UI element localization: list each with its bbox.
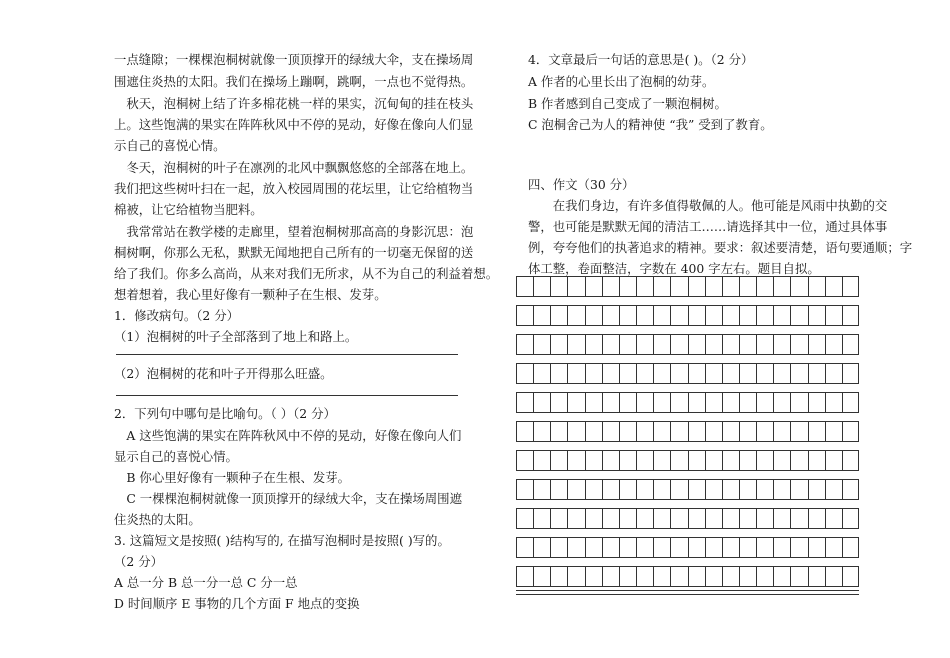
grid-cell-line bbox=[773, 392, 774, 412]
grid-cell-line bbox=[533, 392, 534, 412]
grid-row-line bbox=[516, 586, 859, 587]
grid-cell-line bbox=[722, 334, 723, 354]
grid-cell-line bbox=[670, 537, 671, 557]
q4-option-c: C 泡桐舍己为人的精神使 “我” 受到了教育。 bbox=[528, 117, 773, 132]
grid-cell-line bbox=[722, 276, 723, 296]
grid-cell-line bbox=[773, 566, 774, 586]
grid-cell-line bbox=[825, 276, 826, 296]
grid-cell-line bbox=[756, 392, 757, 412]
passage-line-4: 上。这些饱满的果实在阵阵秋风中不停的晃动，好像在像向人们显 bbox=[114, 117, 474, 132]
grid-cell-line bbox=[602, 450, 603, 470]
grid-cell-line bbox=[636, 537, 637, 557]
grid-cell-line bbox=[619, 508, 620, 528]
grid-cell-line bbox=[722, 450, 723, 470]
grid-cell-line bbox=[842, 334, 843, 354]
grid-cell-line bbox=[808, 566, 809, 586]
grid-cell-line bbox=[705, 479, 706, 499]
grid-cell-line bbox=[550, 392, 551, 412]
grid-cell-line bbox=[739, 305, 740, 325]
grid-cell-line bbox=[602, 363, 603, 383]
passage-line-1: 一点缝隙；一棵棵泡桐树就像一顶顶撑开的绿绒大伞，支在操场周 bbox=[114, 52, 474, 67]
grid-cell-line bbox=[705, 276, 706, 296]
grid-cell-line bbox=[636, 566, 637, 586]
grid-cell-line bbox=[705, 334, 706, 354]
grid-cell-line bbox=[550, 421, 551, 441]
q3-options-row-1: A 总一分 B 总一分一总 C 分一总 bbox=[114, 575, 298, 590]
grid-cell-line bbox=[756, 276, 757, 296]
passage-line-7: 我们把这些树叶扫在一起，放入校园周围的花坛里，让它给植物当 bbox=[114, 181, 474, 196]
grid-cell-line bbox=[636, 305, 637, 325]
q3-score: （2 分） bbox=[114, 554, 163, 569]
grid-cell-line bbox=[688, 479, 689, 499]
grid-cell-line bbox=[773, 305, 774, 325]
grid-cell-line bbox=[567, 479, 568, 499]
grid-cell-line bbox=[567, 363, 568, 383]
grid-cell-line bbox=[790, 305, 791, 325]
grid-cell-line bbox=[636, 334, 637, 354]
grid-cell-line bbox=[585, 276, 586, 296]
grid-cell-line bbox=[516, 334, 517, 354]
grid-cell-line bbox=[516, 421, 517, 441]
q4-title: 4．文章最后一句话的意思是( )。（2 分） bbox=[528, 52, 754, 67]
grid-row-line bbox=[516, 383, 859, 384]
grid-cell-line bbox=[619, 305, 620, 325]
grid-cell-line bbox=[808, 305, 809, 325]
grid-cell-line bbox=[790, 421, 791, 441]
grid-cell-line bbox=[705, 450, 706, 470]
essay-prompt-line-4: 体工整，卷面整洁，字数在 400 字左右。题目自拟。 bbox=[528, 261, 820, 276]
grid-cell-line bbox=[790, 363, 791, 383]
grid-cell-line bbox=[790, 508, 791, 528]
grid-cell-line bbox=[790, 537, 791, 557]
grid-cell-line bbox=[688, 363, 689, 383]
passage-line-3: 秋天，泡桐树上结了许多棉花桃一样的果实，沉甸甸的挂在枝头 bbox=[114, 96, 474, 111]
grid-cell-line bbox=[602, 479, 603, 499]
grid-cell-line bbox=[842, 276, 843, 296]
grid-cell-line bbox=[619, 334, 620, 354]
passage-line-2: 围遮住炎热的太阳。我们在操场上蹦啊，跳啊，一点也不觉得热。 bbox=[114, 74, 474, 89]
grid-cell-line bbox=[516, 537, 517, 557]
grid-cell-line bbox=[636, 392, 637, 412]
grid-cell-line bbox=[756, 305, 757, 325]
grid-cell-line bbox=[619, 363, 620, 383]
grid-cell-line bbox=[550, 537, 551, 557]
grid-cell-line bbox=[653, 305, 654, 325]
grid-cell-line bbox=[688, 450, 689, 470]
grid-cell-line bbox=[670, 305, 671, 325]
grid-cell-line bbox=[825, 334, 826, 354]
grid-cell-line bbox=[533, 305, 534, 325]
grid-cell-line bbox=[516, 450, 517, 470]
grid-cell-line bbox=[585, 392, 586, 412]
passage-line-6: 冬天，泡桐树的叶子在凛冽的北风中飘飘悠悠的全部落在地上。 bbox=[114, 160, 474, 175]
grid-row-line bbox=[516, 296, 859, 297]
grid-cell-line bbox=[858, 421, 859, 441]
q2-option-a-line-1: A 这些饱满的果实在阵阵秋风中不停的晃动，好像在像向人们 bbox=[114, 428, 462, 443]
grid-cell-line bbox=[653, 479, 654, 499]
grid-cell-line bbox=[842, 450, 843, 470]
composition-grid[interactable] bbox=[516, 276, 859, 599]
grid-cell-line bbox=[585, 421, 586, 441]
grid-cell-line bbox=[825, 508, 826, 528]
grid-cell-line bbox=[602, 276, 603, 296]
grid-cell-line bbox=[842, 421, 843, 441]
grid-cell-line bbox=[602, 305, 603, 325]
grid-cell-line bbox=[533, 334, 534, 354]
grid-cell-line bbox=[842, 392, 843, 412]
grid-cell-line bbox=[756, 421, 757, 441]
grid-cell-line bbox=[858, 537, 859, 557]
grid-cell-line bbox=[585, 363, 586, 383]
grid-cell-line bbox=[858, 305, 859, 325]
grid-cell-line bbox=[567, 276, 568, 296]
grid-cell-line bbox=[705, 566, 706, 586]
grid-cell-line bbox=[705, 305, 706, 325]
grid-cell-line bbox=[808, 479, 809, 499]
grid-cell-line bbox=[533, 537, 534, 557]
grid-cell-line bbox=[773, 479, 774, 499]
grid-cell-line bbox=[739, 508, 740, 528]
grid-cell-line bbox=[567, 305, 568, 325]
grid-row-line bbox=[516, 354, 859, 355]
grid-cell-line bbox=[567, 334, 568, 354]
grid-cell-line bbox=[808, 450, 809, 470]
grid-cell-line bbox=[670, 566, 671, 586]
grid-cell-line bbox=[756, 450, 757, 470]
grid-bottom-line bbox=[516, 594, 859, 595]
grid-cell-line bbox=[567, 421, 568, 441]
grid-cell-line bbox=[550, 305, 551, 325]
grid-cell-line bbox=[739, 363, 740, 383]
grid-cell-line bbox=[790, 450, 791, 470]
grid-cell-line bbox=[722, 363, 723, 383]
grid-cell-line bbox=[670, 276, 671, 296]
grid-cell-line bbox=[585, 508, 586, 528]
grid-cell-line bbox=[619, 392, 620, 412]
grid-cell-line bbox=[585, 305, 586, 325]
grid-cell-line bbox=[688, 421, 689, 441]
grid-cell-line bbox=[756, 566, 757, 586]
grid-cell-line bbox=[825, 392, 826, 412]
passage-line-10: 桐树啊，你那么无私，默默无闻地把自己所有的一切毫无保留的送 bbox=[114, 245, 474, 260]
grid-cell-line bbox=[653, 334, 654, 354]
grid-cell-line bbox=[739, 392, 740, 412]
grid-cell-line bbox=[533, 479, 534, 499]
grid-cell-line bbox=[825, 479, 826, 499]
grid-cell-line bbox=[533, 566, 534, 586]
grid-cell-line bbox=[688, 566, 689, 586]
essay-title: 四、作文（30 分） bbox=[528, 177, 635, 192]
grid-cell-line bbox=[516, 508, 517, 528]
passage-line-5: 示自己的喜悦心情。 bbox=[114, 138, 226, 153]
grid-cell-line bbox=[636, 479, 637, 499]
grid-cell-line bbox=[670, 450, 671, 470]
grid-cell-line bbox=[602, 566, 603, 586]
grid-cell-line bbox=[636, 363, 637, 383]
passage-line-9: 我常常站在教学楼的走廊里，望着泡桐树那高高的身影沉思：泡 bbox=[114, 224, 474, 239]
grid-cell-line bbox=[550, 566, 551, 586]
grid-cell-line bbox=[585, 450, 586, 470]
grid-row-line bbox=[516, 557, 859, 558]
q2-option-c-line-1: C 一棵棵泡桐树就像一顶顶撑开的绿绒大伞，支在操场周围遮 bbox=[114, 491, 462, 506]
grid-cell-line bbox=[825, 421, 826, 441]
grid-cell-line bbox=[653, 537, 654, 557]
grid-row-line bbox=[516, 441, 859, 442]
grid-cell-line bbox=[756, 479, 757, 499]
grid-cell-line bbox=[842, 305, 843, 325]
grid-cell-line bbox=[516, 566, 517, 586]
grid-cell-line bbox=[688, 537, 689, 557]
grid-cell-line bbox=[773, 276, 774, 296]
grid-cell-line bbox=[756, 334, 757, 354]
passage-line-12: 想着想着，我心里好像有一颗种子在生根、发芽。 bbox=[114, 287, 387, 302]
grid-cell-line bbox=[790, 276, 791, 296]
q4-option-a: A 作者的心里长出了泡桐的幼芽。 bbox=[528, 74, 715, 89]
grid-cell-line bbox=[516, 392, 517, 412]
grid-cell-line bbox=[773, 508, 774, 528]
grid-cell-line bbox=[808, 276, 809, 296]
grid-cell-line bbox=[825, 566, 826, 586]
grid-cell-line bbox=[619, 276, 620, 296]
grid-cell-line bbox=[825, 305, 826, 325]
grid-cell-line bbox=[567, 537, 568, 557]
grid-cell-line bbox=[602, 392, 603, 412]
grid-cell-line bbox=[756, 508, 757, 528]
grid-cell-line bbox=[550, 479, 551, 499]
grid-cell-line bbox=[567, 392, 568, 412]
grid-cell-line bbox=[790, 334, 791, 354]
grid-cell-line bbox=[653, 421, 654, 441]
grid-cell-line bbox=[842, 537, 843, 557]
grid-cell-line bbox=[602, 508, 603, 528]
grid-cell-line bbox=[602, 334, 603, 354]
grid-cell-line bbox=[739, 566, 740, 586]
grid-cell-line bbox=[670, 392, 671, 412]
grid-row-line bbox=[516, 499, 859, 500]
grid-cell-line bbox=[705, 508, 706, 528]
passage-line-11: 给了我们。你多么高尚，从来对我们无所求，从不为自己的利益着想。 bbox=[114, 266, 499, 281]
grid-cell-line bbox=[705, 537, 706, 557]
grid-cell-line bbox=[808, 537, 809, 557]
grid-cell-line bbox=[705, 392, 706, 412]
grid-cell-line bbox=[533, 450, 534, 470]
q1-answer-line-1[interactable] bbox=[116, 354, 458, 355]
grid-cell-line bbox=[842, 508, 843, 528]
grid-cell-line bbox=[705, 363, 706, 383]
grid-cell-line bbox=[773, 450, 774, 470]
q1-answer-line-2[interactable] bbox=[116, 395, 458, 396]
grid-cell-line bbox=[567, 508, 568, 528]
grid-cell-line bbox=[533, 276, 534, 296]
grid-cell-line bbox=[550, 276, 551, 296]
grid-cell-line bbox=[790, 479, 791, 499]
grid-cell-line bbox=[636, 450, 637, 470]
grid-cell-line bbox=[773, 363, 774, 383]
grid-cell-line bbox=[670, 421, 671, 441]
grid-cell-line bbox=[636, 421, 637, 441]
grid-cell-line bbox=[533, 363, 534, 383]
grid-cell-line bbox=[808, 508, 809, 528]
grid-cell-line bbox=[842, 566, 843, 586]
q3-title: 3. 这篇短文是按照( )结构写的, 在描写泡桐时是按照( )写的。 bbox=[114, 533, 450, 548]
grid-cell-line bbox=[722, 566, 723, 586]
grid-cell-line bbox=[550, 450, 551, 470]
grid-cell-line bbox=[858, 479, 859, 499]
grid-cell-line bbox=[808, 392, 809, 412]
grid-cell-line bbox=[858, 276, 859, 296]
grid-cell-line bbox=[602, 421, 603, 441]
grid-cell-line bbox=[773, 537, 774, 557]
grid-cell-line bbox=[722, 537, 723, 557]
grid-cell-line bbox=[585, 537, 586, 557]
q1-sentence-1: （1）泡桐树的叶子全部落到了地上和路上。 bbox=[114, 329, 358, 344]
grid-cell-line bbox=[739, 450, 740, 470]
grid-cell-line bbox=[636, 276, 637, 296]
grid-cell-line bbox=[756, 363, 757, 383]
grid-cell-line bbox=[825, 537, 826, 557]
grid-cell-line bbox=[516, 479, 517, 499]
grid-cell-line bbox=[705, 421, 706, 441]
q2-option-a-line-2: 显示自己的喜悦心情。 bbox=[114, 449, 238, 464]
grid-cell-line bbox=[653, 363, 654, 383]
grid-cell-line bbox=[670, 508, 671, 528]
grid-row-line bbox=[516, 412, 859, 413]
grid-cell-line bbox=[739, 276, 740, 296]
grid-cell-line bbox=[516, 363, 517, 383]
grid-cell-line bbox=[858, 450, 859, 470]
grid-cell-line bbox=[619, 566, 620, 586]
q4-option-b: B 作者感到自己变成了一颗泡桐树。 bbox=[528, 96, 727, 111]
grid-cell-line bbox=[756, 537, 757, 557]
passage-line-8: 棉被，让它给植物当肥料。 bbox=[114, 202, 263, 217]
grid-cell-line bbox=[619, 479, 620, 499]
grid-cell-line bbox=[585, 479, 586, 499]
grid-cell-line bbox=[722, 305, 723, 325]
grid-cell-line bbox=[808, 334, 809, 354]
grid-cell-line bbox=[739, 421, 740, 441]
grid-cell-line bbox=[619, 450, 620, 470]
grid-cell-line bbox=[670, 334, 671, 354]
grid-cell-line bbox=[567, 450, 568, 470]
essay-prompt-line-2: 警，也可能是默默无闻的清洁工……请选择其中一位，通过具体事 bbox=[528, 219, 888, 234]
grid-cell-line bbox=[585, 566, 586, 586]
grid-cell-line bbox=[688, 334, 689, 354]
grid-cell-line bbox=[858, 392, 859, 412]
grid-cell-line bbox=[550, 363, 551, 383]
grid-cell-line bbox=[688, 508, 689, 528]
grid-cell-line bbox=[550, 334, 551, 354]
grid-cell-line bbox=[602, 537, 603, 557]
grid-cell-line bbox=[739, 479, 740, 499]
grid-cell-line bbox=[842, 363, 843, 383]
grid-cell-line bbox=[516, 305, 517, 325]
grid-cell-line bbox=[550, 508, 551, 528]
grid-cell-line bbox=[653, 450, 654, 470]
grid-cell-line bbox=[653, 276, 654, 296]
grid-cell-line bbox=[858, 508, 859, 528]
q3-options-row-2: D 时间顺序 E 事物的几个方面 F 地点的变换 bbox=[114, 596, 360, 611]
grid-cell-line bbox=[825, 450, 826, 470]
grid-cell-line bbox=[619, 537, 620, 557]
grid-cell-line bbox=[722, 392, 723, 412]
q1-sentence-2: （2）泡桐树的花和叶子开得那么旺盛。 bbox=[114, 366, 333, 381]
q2-title: 2．下列句中哪句是比喻句。（ ）（2 分） bbox=[114, 406, 336, 421]
grid-cell-line bbox=[808, 363, 809, 383]
grid-cell-line bbox=[790, 566, 791, 586]
grid-cell-line bbox=[688, 305, 689, 325]
grid-cell-line bbox=[533, 508, 534, 528]
grid-cell-line bbox=[670, 479, 671, 499]
grid-cell-line bbox=[773, 421, 774, 441]
grid-cell-line bbox=[858, 363, 859, 383]
grid-cell-line bbox=[722, 421, 723, 441]
grid-cell-line bbox=[653, 392, 654, 412]
grid-row-line bbox=[516, 470, 859, 471]
grid-cell-line bbox=[858, 334, 859, 354]
grid-cell-line bbox=[619, 421, 620, 441]
grid-cell-line bbox=[825, 363, 826, 383]
grid-cell-line bbox=[636, 508, 637, 528]
grid-cell-line bbox=[808, 421, 809, 441]
grid-cell-line bbox=[688, 276, 689, 296]
grid-bottom-line bbox=[516, 590, 859, 591]
grid-cell-line bbox=[790, 392, 791, 412]
grid-cell-line bbox=[688, 392, 689, 412]
grid-cell-line bbox=[533, 421, 534, 441]
grid-cell-line bbox=[739, 537, 740, 557]
grid-row-line bbox=[516, 528, 859, 529]
essay-prompt-line-1: 在我们身边，有许多值得敬佩的人。他可能是风雨中执勤的交 bbox=[528, 198, 888, 213]
grid-cell-line bbox=[858, 566, 859, 586]
essay-prompt-line-3: 例，夸夸他们的执著追求的精神。要求：叙述要清楚，语句要通顺；字 bbox=[528, 240, 913, 255]
grid-cell-line bbox=[585, 334, 586, 354]
q2-option-c-line-2: 住炎热的太阳。 bbox=[114, 512, 201, 527]
grid-row-line bbox=[516, 325, 859, 326]
grid-cell-line bbox=[773, 334, 774, 354]
grid-cell-line bbox=[670, 363, 671, 383]
q1-title: 1．修改病句。（2 分） bbox=[114, 308, 240, 323]
grid-cell-line bbox=[722, 508, 723, 528]
q2-option-b: B 你心里好像有一颗种子在生根、发芽。 bbox=[114, 470, 351, 485]
grid-cell-line bbox=[653, 566, 654, 586]
grid-cell-line bbox=[516, 276, 517, 296]
grid-cell-line bbox=[567, 566, 568, 586]
grid-cell-line bbox=[653, 508, 654, 528]
grid-cell-line bbox=[722, 479, 723, 499]
grid-cell-line bbox=[739, 334, 740, 354]
grid-cell-line bbox=[842, 479, 843, 499]
